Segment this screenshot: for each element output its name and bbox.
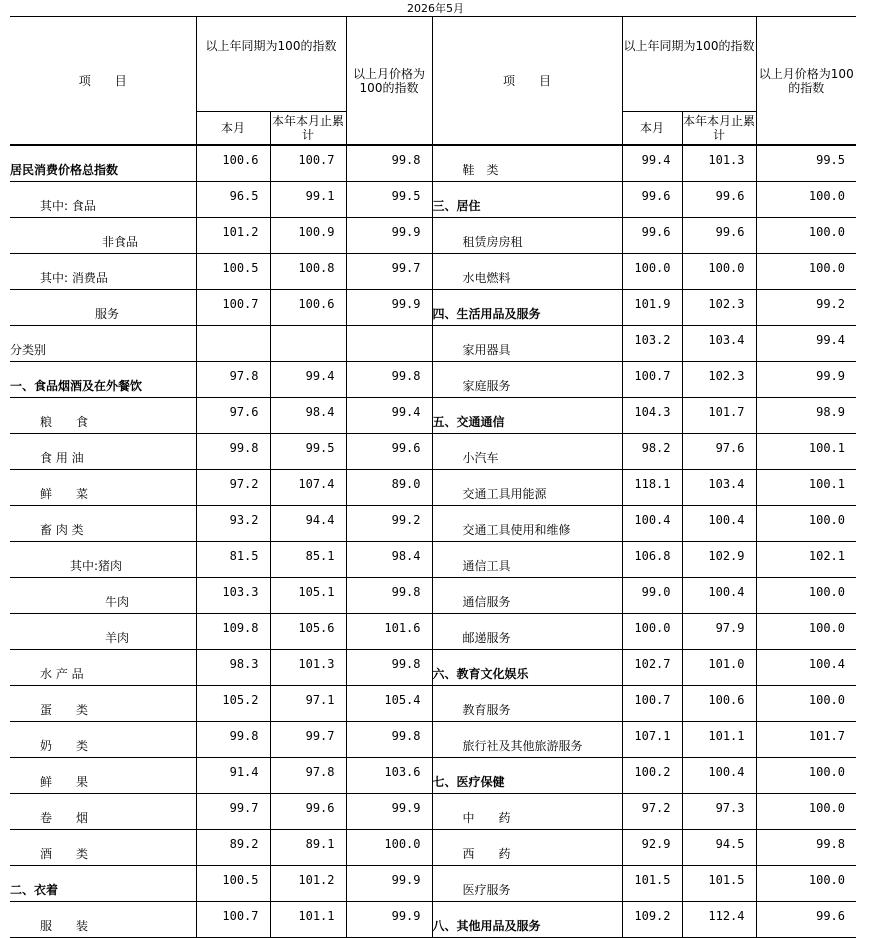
left-mom-value: 98.4 [346, 542, 432, 578]
table-row [10, 866, 856, 902]
left-month-value: 97.8 [196, 362, 270, 398]
left-mom-value: 99.8 [346, 362, 432, 398]
left-month-value: 97.2 [196, 470, 270, 506]
table-row [10, 145, 856, 182]
right-mom-value: 100.0 [756, 218, 856, 254]
left-item-label: 一、食品烟酒及在外餐饮 [10, 362, 196, 398]
left-item-label: 羊肉 [10, 614, 196, 650]
left-cum-value: 101.2 [270, 866, 346, 902]
right-month-value: 99.6 [622, 182, 682, 218]
table-row [10, 614, 856, 650]
right-month-value: 99.6 [622, 218, 682, 254]
right-month-value: 100.7 [622, 686, 682, 722]
right-item-label: 七、医疗保健 [432, 758, 622, 794]
left-month-value: 100.5 [196, 866, 270, 902]
left-cum-header: 本年本月止累计 [270, 112, 346, 146]
right-mom-value: 100.0 [756, 686, 856, 722]
left-item-label: 居民消费价格总指数 [10, 145, 196, 182]
right-yoy-header: 以上年同期为100的指数 [622, 17, 756, 112]
left-mom-value: 99.9 [346, 794, 432, 830]
right-mom-value: 100.0 [756, 182, 856, 218]
table-row [10, 686, 856, 722]
right-mom-value: 99.2 [756, 290, 856, 326]
left-mom-value: 99.9 [346, 290, 432, 326]
right-mom-value: 99.6 [756, 902, 856, 938]
left-cum-value: 100.6 [270, 290, 346, 326]
right-item-label: 交通工具用能源 [432, 470, 622, 506]
left-cum-value: 99.4 [270, 362, 346, 398]
right-mom-value: 99.8 [756, 830, 856, 866]
left-item-label: 非食品 [10, 218, 196, 254]
left-month-value: 89.2 [196, 830, 270, 866]
left-item-header: 项 目 [10, 17, 196, 146]
table-row [10, 794, 856, 830]
right-cum-value: 103.4 [682, 470, 756, 506]
right-month-value: 107.1 [622, 722, 682, 758]
table-row [10, 434, 856, 470]
right-item-label: 水电燃料 [432, 254, 622, 290]
left-mom-header: 以上月价格为100的指数 [346, 17, 432, 146]
left-cum-value: 100.8 [270, 254, 346, 290]
left-month-value: 109.8 [196, 614, 270, 650]
right-item-label: 中 药 [432, 794, 622, 830]
left-cum-value: 101.1 [270, 902, 346, 938]
left-cum-value: 85.1 [270, 542, 346, 578]
table-row [10, 470, 856, 506]
right-item-label: 租赁房房租 [432, 218, 622, 254]
right-cum-value: 103.4 [682, 326, 756, 362]
right-month-value: 102.7 [622, 650, 682, 686]
left-item-label: 其中:猪肉 [10, 542, 196, 578]
right-mom-header: 以上月价格为100的指数 [756, 17, 856, 146]
right-month-value: 106.8 [622, 542, 682, 578]
right-item-header: 项 目 [432, 17, 622, 146]
left-cum-value: 89.1 [270, 830, 346, 866]
table-row [10, 542, 856, 578]
left-mom-value: 99.9 [346, 866, 432, 902]
right-cum-value: 112.4 [682, 902, 756, 938]
left-month-value: 100.7 [196, 290, 270, 326]
left-item-label: 分类别 [10, 326, 196, 362]
table-row [10, 290, 856, 326]
right-cum-value: 100.6 [682, 686, 756, 722]
right-item-label: 邮递服务 [432, 614, 622, 650]
right-month-value: 101.5 [622, 866, 682, 902]
left-mom-value: 99.8 [346, 578, 432, 614]
right-mom-value: 100.0 [756, 578, 856, 614]
left-item-label: 服务 [10, 290, 196, 326]
right-month-value: 99.0 [622, 578, 682, 614]
left-cum-value: 100.7 [270, 145, 346, 182]
right-item-label: 交通工具使用和维修 [432, 506, 622, 542]
left-month-value: 98.3 [196, 650, 270, 686]
right-item-label: 家用器具 [432, 326, 622, 362]
left-month-value: 99.8 [196, 722, 270, 758]
right-cum-value: 97.6 [682, 434, 756, 470]
report-date: 2026年5月 [407, 2, 464, 15]
left-month-value [196, 326, 270, 362]
right-cum-value: 102.9 [682, 542, 756, 578]
left-month-value: 93.2 [196, 506, 270, 542]
table-row [10, 650, 856, 686]
left-item-label: 其中: 食品 [10, 182, 196, 218]
left-month-header: 本月 [196, 112, 270, 146]
left-item-label: 蛋 类 [10, 686, 196, 722]
right-item-label: 家庭服务 [432, 362, 622, 398]
left-cum-value [270, 326, 346, 362]
table-row [10, 506, 856, 542]
table-row [10, 218, 856, 254]
right-month-value: 103.2 [622, 326, 682, 362]
table-body [10, 145, 856, 938]
right-month-value: 100.7 [622, 362, 682, 398]
right-item-label: 医疗服务 [432, 866, 622, 902]
right-cum-value: 97.3 [682, 794, 756, 830]
left-item-label: 二、衣着 [10, 866, 196, 902]
right-mom-value: 100.0 [756, 866, 856, 902]
left-cum-value: 107.4 [270, 470, 346, 506]
right-mom-value: 102.1 [756, 542, 856, 578]
left-item-label: 服 装 [10, 902, 196, 938]
left-cum-value: 101.3 [270, 650, 346, 686]
right-item-label: 小汽车 [432, 434, 622, 470]
right-month-value: 100.4 [622, 506, 682, 542]
right-month-value: 109.2 [622, 902, 682, 938]
left-cum-value: 105.6 [270, 614, 346, 650]
left-item-label: 鲜 菜 [10, 470, 196, 506]
right-month-value: 118.1 [622, 470, 682, 506]
right-cum-value: 101.1 [682, 722, 756, 758]
left-mom-value: 99.8 [346, 650, 432, 686]
left-mom-value: 99.8 [346, 722, 432, 758]
right-month-value: 101.9 [622, 290, 682, 326]
left-item-label: 奶 类 [10, 722, 196, 758]
right-mom-value: 98.9 [756, 398, 856, 434]
left-mom-value: 101.6 [346, 614, 432, 650]
right-item-label: 教育服务 [432, 686, 622, 722]
left-cum-value: 99.7 [270, 722, 346, 758]
table-row [10, 398, 856, 434]
right-item-label: 旅行社及其他旅游服务 [432, 722, 622, 758]
table-row [10, 902, 856, 938]
table-row [10, 182, 856, 218]
left-cum-value: 97.8 [270, 758, 346, 794]
right-item-label: 通信工具 [432, 542, 622, 578]
left-mom-value: 99.2 [346, 506, 432, 542]
left-item-label: 水 产 品 [10, 650, 196, 686]
left-cum-value: 94.4 [270, 506, 346, 542]
right-item-label: 四、生活用品及服务 [432, 290, 622, 326]
right-mom-value: 99.4 [756, 326, 856, 362]
left-item-label: 酒 类 [10, 830, 196, 866]
left-cum-value: 97.1 [270, 686, 346, 722]
cpi-table [10, 16, 856, 938]
left-mom-value: 99.9 [346, 902, 432, 938]
table-row [10, 578, 856, 614]
right-month-value: 98.2 [622, 434, 682, 470]
right-month-value: 104.3 [622, 398, 682, 434]
left-mom-value: 99.5 [346, 182, 432, 218]
left-cum-value: 100.9 [270, 218, 346, 254]
left-cum-value: 98.4 [270, 398, 346, 434]
right-item-label: 鞋 类 [432, 145, 622, 182]
left-cum-value: 105.1 [270, 578, 346, 614]
left-item-label: 食 用 油 [10, 434, 196, 470]
right-cum-value: 102.3 [682, 290, 756, 326]
right-mom-value: 99.9 [756, 362, 856, 398]
left-month-value: 99.8 [196, 434, 270, 470]
right-item-label: 五、交通通信 [432, 398, 622, 434]
right-item-label: 通信服务 [432, 578, 622, 614]
right-mom-value: 100.0 [756, 254, 856, 290]
left-item-label: 牛肉 [10, 578, 196, 614]
left-mom-value: 100.0 [346, 830, 432, 866]
left-item-label: 畜 肉 类 [10, 506, 196, 542]
left-mom-value: 103.6 [346, 758, 432, 794]
left-month-value: 97.6 [196, 398, 270, 434]
right-cum-value: 100.4 [682, 578, 756, 614]
table-row [10, 722, 856, 758]
right-item-label: 八、其他用品及服务 [432, 902, 622, 938]
table-row [10, 830, 856, 866]
left-month-value: 103.3 [196, 578, 270, 614]
left-cum-value: 99.6 [270, 794, 346, 830]
left-item-label: 其中: 消费品 [10, 254, 196, 290]
right-mom-value: 100.1 [756, 434, 856, 470]
table-row [10, 362, 856, 398]
right-cum-value: 102.3 [682, 362, 756, 398]
right-month-value: 99.4 [622, 145, 682, 182]
left-mom-value: 99.6 [346, 434, 432, 470]
table-row [10, 254, 856, 290]
right-cum-header: 本年本月止累计 [682, 112, 756, 146]
right-item-label: 三、居住 [432, 182, 622, 218]
table-row [10, 326, 856, 362]
right-item-label: 六、教育文化娱乐 [432, 650, 622, 686]
right-mom-value: 101.7 [756, 722, 856, 758]
left-item-label: 卷 烟 [10, 794, 196, 830]
right-month-header: 本月 [622, 112, 682, 146]
left-month-value: 100.7 [196, 902, 270, 938]
right-mom-value: 100.0 [756, 614, 856, 650]
table-row [10, 758, 856, 794]
right-cum-value: 101.5 [682, 866, 756, 902]
right-cum-value: 100.4 [682, 758, 756, 794]
right-item-label: 西 药 [432, 830, 622, 866]
right-mom-value: 100.0 [756, 794, 856, 830]
left-mom-value: 89.0 [346, 470, 432, 506]
right-month-value: 97.2 [622, 794, 682, 830]
left-mom-value: 99.9 [346, 218, 432, 254]
right-mom-value: 99.5 [756, 145, 856, 182]
left-cum-value: 99.1 [270, 182, 346, 218]
right-mom-value: 100.1 [756, 470, 856, 506]
right-cum-value: 97.9 [682, 614, 756, 650]
right-month-value: 100.2 [622, 758, 682, 794]
right-cum-value: 99.6 [682, 182, 756, 218]
left-month-value: 81.5 [196, 542, 270, 578]
right-mom-value: 100.0 [756, 506, 856, 542]
left-mom-value [346, 326, 432, 362]
right-cum-value: 101.7 [682, 398, 756, 434]
left-month-value: 101.2 [196, 218, 270, 254]
left-yoy-header: 以上年同期为100的指数 [196, 17, 346, 112]
right-cum-value: 100.0 [682, 254, 756, 290]
left-month-value: 99.7 [196, 794, 270, 830]
left-item-label: 鲜 果 [10, 758, 196, 794]
left-month-value: 100.6 [196, 145, 270, 182]
left-mom-value: 99.7 [346, 254, 432, 290]
right-cum-value: 99.6 [682, 218, 756, 254]
right-cum-value: 94.5 [682, 830, 756, 866]
left-mom-value: 105.4 [346, 686, 432, 722]
left-item-label: 粮 食 [10, 398, 196, 434]
left-mom-value: 99.8 [346, 145, 432, 182]
right-month-value: 92.9 [622, 830, 682, 866]
right-cum-value: 101.0 [682, 650, 756, 686]
left-month-value: 96.5 [196, 182, 270, 218]
right-cum-value: 101.3 [682, 145, 756, 182]
right-cum-value: 100.4 [682, 506, 756, 542]
left-mom-value: 99.4 [346, 398, 432, 434]
left-month-value: 105.2 [196, 686, 270, 722]
right-mom-value: 100.4 [756, 650, 856, 686]
left-month-value: 100.5 [196, 254, 270, 290]
right-mom-value: 100.0 [756, 758, 856, 794]
left-cum-value: 99.5 [270, 434, 346, 470]
right-month-value: 100.0 [622, 254, 682, 290]
right-month-value: 100.0 [622, 614, 682, 650]
left-month-value: 91.4 [196, 758, 270, 794]
